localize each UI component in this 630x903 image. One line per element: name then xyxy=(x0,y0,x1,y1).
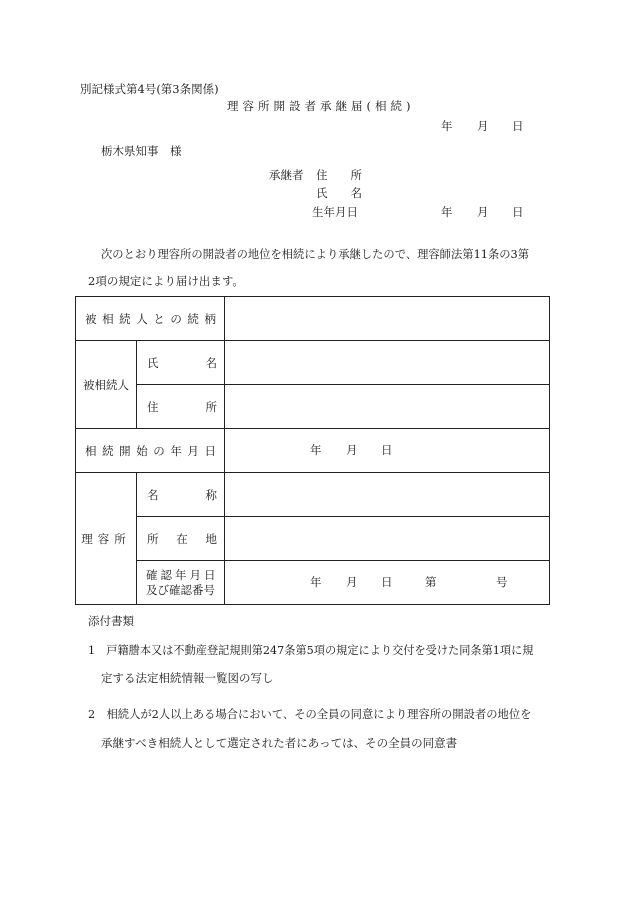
confirm-label-line-2: 及び確認番号 xyxy=(146,582,215,597)
inheritance-date-input[interactable] xyxy=(225,429,550,473)
successor-address-label: 住 所 xyxy=(316,168,362,182)
table-row xyxy=(76,561,550,605)
inheritance-start-label-cell xyxy=(76,429,225,473)
date-day-label: 日 xyxy=(512,119,524,133)
birth-year-label: 年 xyxy=(441,205,453,219)
deceased-label-cell xyxy=(76,341,137,429)
relationship-input[interactable] xyxy=(225,297,550,341)
successor-heading: 承継者 xyxy=(269,168,304,182)
inheritance-month-label: 月 xyxy=(346,442,358,457)
attachment-item-2-line-1: 2 相続人が2人以上ある場合において、その全員の同意により理容所の開設者の地位を xyxy=(88,708,532,721)
deceased-name-input[interactable] xyxy=(225,341,550,385)
date-year-label: 年 xyxy=(441,119,453,133)
confirm-no-suffix: 号 xyxy=(496,574,508,589)
attachment-item-1-line-1: 1 戸籍謄本又は不動産登記規則第247条第5項の規定により交付を受けた同条第1項に規 xyxy=(88,644,534,657)
date-month-label: 月 xyxy=(477,119,489,133)
intro-line-1: 次のとおり理容所の開設者の地位を相続により承継したので、理容師法第11条の3第 xyxy=(101,248,530,261)
shop-label-cell xyxy=(76,473,137,605)
shop-label: 理容所 xyxy=(81,531,131,546)
deceased-label: 被相続人 xyxy=(83,377,129,392)
attachment-item-1-line-2: 定する法定相続情報一覧図の写し xyxy=(101,671,274,685)
shop-name-label: 名 称 xyxy=(147,487,217,502)
deceased-name-label: 氏 名 xyxy=(147,355,217,370)
deceased-name-label-cell xyxy=(137,341,225,385)
deceased-address-label-cell xyxy=(137,385,225,429)
confirm-label xyxy=(137,568,224,598)
table-row xyxy=(76,517,550,561)
attachments-heading: 添付書類 xyxy=(88,614,134,628)
table-row xyxy=(76,429,550,473)
shop-name-input[interactable] xyxy=(225,473,550,517)
relationship-label: 被 相 続 人 と の 続 柄 xyxy=(85,311,216,326)
document-title: 理容所開設者承継届(相続) xyxy=(227,99,415,113)
relationship-label-cell xyxy=(76,297,225,341)
shop-location-label-cell xyxy=(137,517,225,561)
attachment-item-2-line-2: 承継すべき相続人として選定された者にあっては、その全員の同意書 xyxy=(101,736,458,750)
successor-birth-label: 生年月日 xyxy=(312,205,358,219)
form-number: 別記様式第4号(第3条関係) xyxy=(80,82,219,96)
confirm-no-prefix: 第 xyxy=(425,574,437,589)
confirm-day-label: 日 xyxy=(381,574,393,589)
intro-line-2: 2項の規定により届け出ます。 xyxy=(88,274,244,288)
shop-location-input[interactable] xyxy=(225,517,550,561)
deceased-address-input[interactable] xyxy=(225,385,550,429)
inheritance-form-table xyxy=(75,296,550,605)
confirm-label-cell xyxy=(137,561,225,605)
table-row xyxy=(76,385,550,429)
birth-month-label: 月 xyxy=(477,205,489,219)
shop-location-label: 所 在 地 xyxy=(147,531,217,546)
table-row xyxy=(76,297,550,341)
inheritance-day-label: 日 xyxy=(381,442,393,457)
confirm-month-label: 月 xyxy=(346,574,358,589)
table-row xyxy=(76,341,550,385)
confirm-year-label: 年 xyxy=(310,574,322,589)
addressee: 栃木県知事 様 xyxy=(101,144,182,158)
table-row xyxy=(76,473,550,517)
confirm-input[interactable] xyxy=(225,561,550,605)
inheritance-start-label: 相 続 開 始 の 年 月 日 xyxy=(85,443,216,458)
shop-name-label-cell xyxy=(137,473,225,517)
inheritance-year-label: 年 xyxy=(310,442,322,457)
birth-day-label: 日 xyxy=(512,205,524,219)
confirm-label-line-1: 確認年月日 xyxy=(146,567,219,582)
successor-name-label: 氏 名 xyxy=(316,186,362,200)
deceased-address-label: 住 所 xyxy=(147,399,217,414)
